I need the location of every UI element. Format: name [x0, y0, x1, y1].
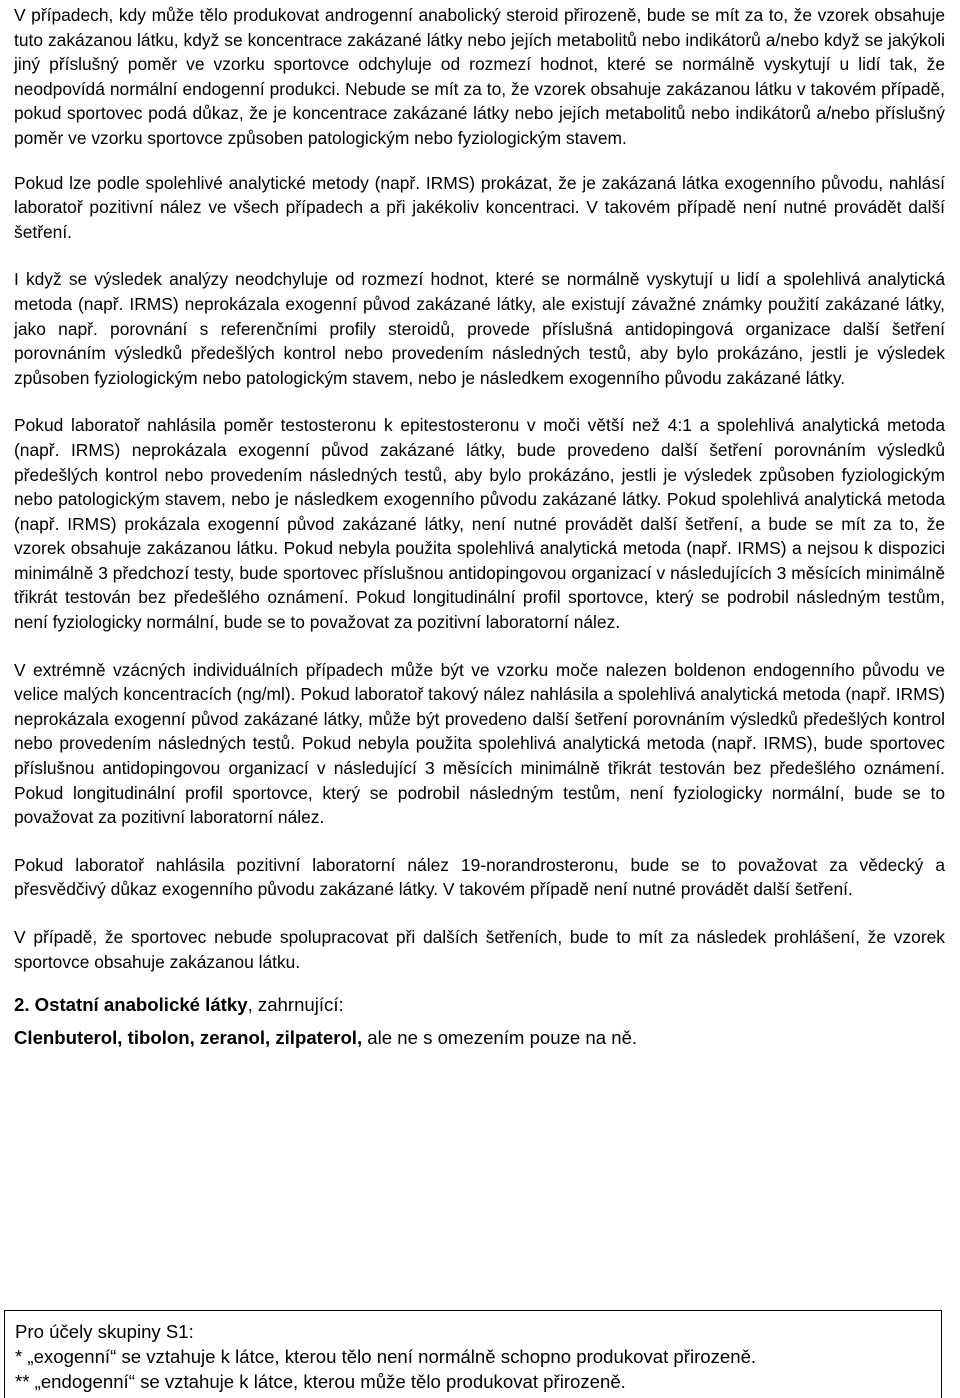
paragraph-non-cooperation: V případě, že sportovec nebude spolupracovat při dalších šetřeních, bude to mít za následek prohlášení, že vzorek sportovce obsahuje zakázanou látku.: [14, 927, 945, 972]
paragraph-further-investigation: I když se výsledek analýzy neodchyluje od rozmezí hodnot, které se normálně vyskytují u lidí a spolehlivá analytická metoda (např. IRMS) neprokázala exogenní původ zakázané látky, ale existují závažné známky použití zakázané látky, jako např. porovnání s referenčními profily steroidů, provede příslušná antidopingová organizace další šetření porovnáním výsledků předešlých kontrol nebo provedením následných testů, aby bylo prokázáno, jestli je výsledek způsoben fyziologickým nebo patologickým stavem, nebo je následkem exogenního původu zakázané látky.: [14, 269, 945, 388]
section-heading: [14, 992, 945, 1018]
note-exogenous-definition: * „exogenní“ se vztahuje k látce, kterou tělo není normálně schopno produkovat přirozeně.: [15, 1346, 757, 1367]
substances-list: [14, 1025, 945, 1051]
note-title: Pro účely skupiny S1:: [15, 1321, 194, 1342]
note-endogenous-definition: ** „endogenní“ se vztahuje k látce, kterou může tělo produkovat přirozeně.: [15, 1371, 626, 1392]
section-heading-rest: , zahrnující:: [247, 994, 344, 1016]
paragraph-norandrosterone: Pokud laboratoř nahlásila pozitivní laboratorní nález 19-norandrosteronu, bude se to považovat za vědecký a přesvědčivý důkaz exogenního původu zakázané látky. V takovém případě není nutné provádět další šetření.: [14, 854, 945, 900]
paragraph-boldenone: V extrémně vzácných individuálních případech může být ve vzorku moče nalezen boldenon endogenního původu ve velice malých koncentracích (ng/ml). Pokud laboratoř takový nález nahlásila a spolehlivá analytická metoda (např. IRMS) neprokázala exogenní původ zakázané látky, může být provedeno další šetření porovnáním výsledků předešlých kontrol nebo provedením následných testů. Pokud nebyla použita spolehlivá analytická metoda (např. IRMS), bude sportovec příslušnou antidopingovou organizací v následující 3 měsících minimálně třikrát testován bez předešlého oznámení. Pokud longitudinální profil sportovce, který se podrobil následným testům, není fyziologicky normální, bude se to považovat za pozitivní laboratorní nález.: [14, 659, 945, 828]
document-page: [14, 0, 945, 1051]
substances-rest: ale ne s omezením pouze na ně.: [362, 1027, 638, 1049]
paragraph-irms-exogenous: Pokud lze podle spolehlivé analytické metody (např. IRMS) prokázat, že je zakázaná látka exogenního původu, nahlásí laboratoř pozitivní nález ve všech případech a při jakékoliv koncentraci. V takovém případě není nutné provádět další šetření.: [14, 172, 945, 242]
substances-bold: Clenbuterol, tibolon, zeranol, zilpaterol,: [14, 1027, 363, 1049]
definitions-note-box: [4, 1310, 942, 1398]
paragraph-testosterone-ratio: Pokud laboratoř nahlásila poměr testosteronu k epitestosteronu v moči větší než 4:1 a spolehlivá analytická metoda (např. IRMS) neprokázala exogenní původ zakázané látky, bude provedeno další šetření porovnáním výsledků předešlých kontrol nebo provedením následných testů, aby bylo prokázáno, jestli je výsledek způsoben fyziologickým nebo patologickým stavem, nebo je následkem exogenního původu zakázané látky. Pokud spolehlivá analytická metoda (např. IRMS) prokázala exogenní původ zakázané látky, není nutné provádět další šetření, a bude se mít za to, že vzorek obsahuje zakázanou látku. Pokud nebyla použita spolehlivá analytická metoda (např. IRMS) a nejsou k dispozici minimálně 3 předchozí testy, bude sportovec příslušnou antidopingovou organizací v následujících 3 měsících minimálně třikrát testován bez předešlého oznámení. Pokud longitudinální profil sportovce, který se podrobil následným testům, není fyziologicky normální, bude se to považovat za pozitivní laboratorní nález.: [14, 415, 945, 633]
paragraph-endogenous-steroid: V případech, kdy může tělo produkovat androgenní anabolický steroid přirozeně, bude se mít za to, že vzorek obsahuje tuto zakázanou látku, když se koncentrace zakázané látky nebo jejích metabolitů nebo indikátorů a/nebo když se jakýkoli jiný příslušný poměr ve vzorku sportovce odchyluje od rozmezí hodnot, které se normálně vyskytují u lidí tak, že neodpovídá normální endogenní produkci. Nebude se mít za to, že vzorek obsahuje zakázanou látku v takovém případě, pokud sportovec podá důkaz, že je koncentrace zakázané látky nebo jejích metabolitů nebo indikátorů a/nebo příslušný poměr ve vzorku sportovce způsoben patologickým nebo fyziologickým stavem.: [14, 5, 945, 148]
section-heading-bold: 2. Ostatní anabolické látky: [14, 994, 248, 1016]
